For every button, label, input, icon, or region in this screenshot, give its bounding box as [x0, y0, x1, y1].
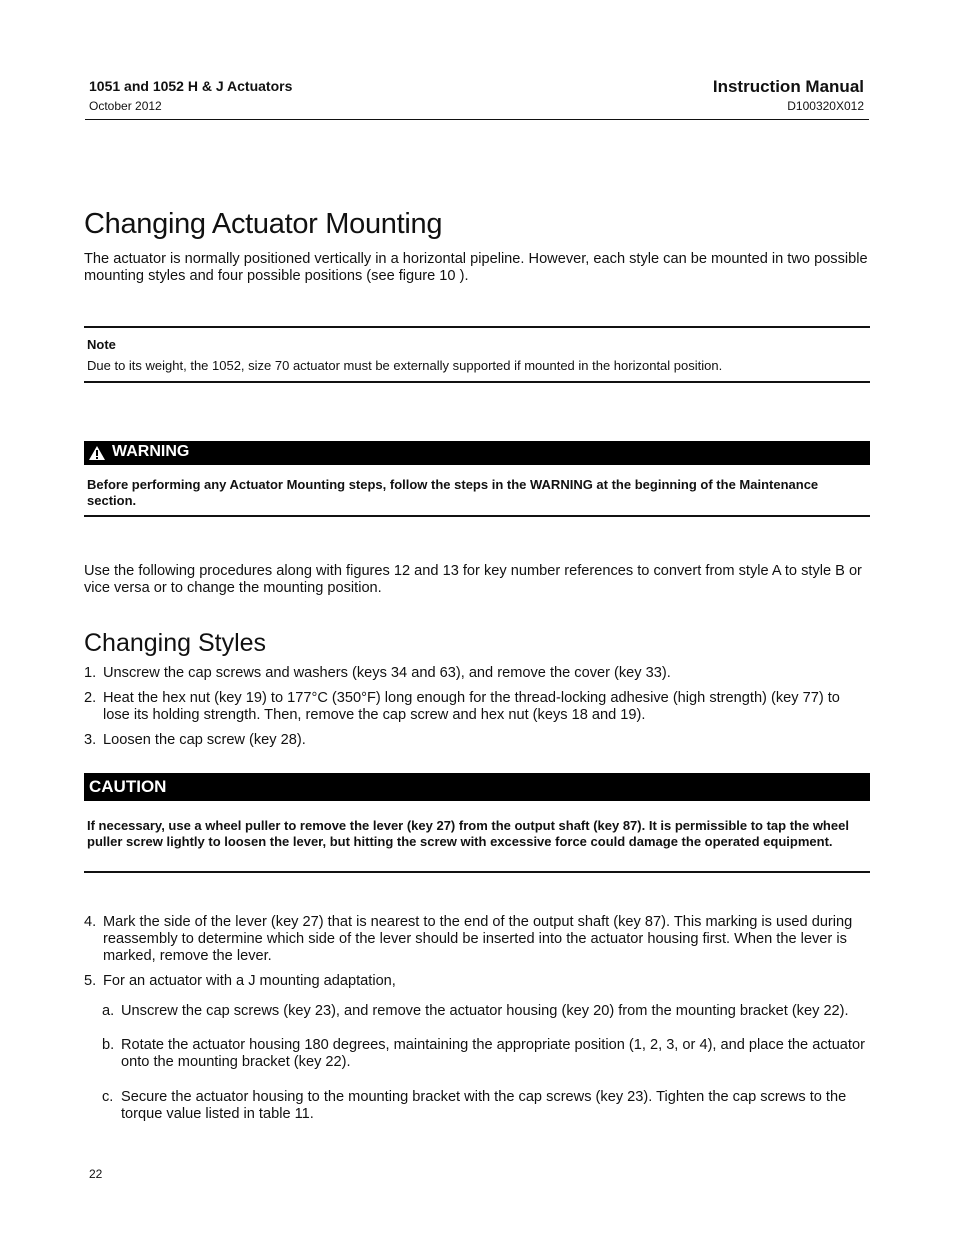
substep-letter: c.	[102, 1089, 114, 1105]
step-text: Loosen the cap screw (key 28).	[103, 732, 306, 748]
warning-label: WARNING	[112, 443, 190, 460]
warning-text: Before performing any Actuator Mounting steps, follow the steps in the WARNING at the beginning of the Maintenance section.	[87, 477, 819, 508]
substep-text: Secure the actuator housing to the mounting bracket with the cap screws (key 23). Tighten the cap screws to the torque value listed in table 11.	[121, 1089, 847, 1122]
substep-text: Rotate the actuator housing 180 degrees, maintaining the appropriate position (1, 2, 3, or 4), and place the actuator onto the mounting bracket (key 22).	[121, 1037, 865, 1070]
caution-message-box	[84, 801, 870, 873]
step-number: 3.	[84, 732, 97, 748]
header-date: October 2012	[89, 99, 162, 113]
substep-letter: a.	[102, 1003, 115, 1019]
step-number: 2.	[84, 690, 97, 706]
warning-banner	[84, 441, 870, 465]
header-doc-number: D100320X012	[787, 99, 864, 113]
note-text: Due to its weight, the 1052, size 70 actuator must be externally supported if mounted in the horizontal position.	[87, 358, 723, 373]
step-number: 4.	[84, 914, 97, 930]
page-number: 22	[89, 1167, 103, 1181]
warning-triangle-icon	[88, 445, 106, 461]
step-text: For an actuator with a J mounting adaptation,	[103, 973, 396, 989]
note-box	[84, 326, 870, 383]
step-text: Heat the hex nut (key 19) to 177°C (350°F) long enough for the thread-locking adhesive (high strength) (key 77) to lose its holding strength. Then, remove the cap screw and hex nut (keys 18 and 19).	[103, 690, 840, 723]
step-text: Unscrew the cap screws and washers (keys 34 and 63), and remove the cover (key 33).	[103, 665, 671, 681]
step-number: 1.	[84, 665, 97, 681]
step-number: 5.	[84, 973, 97, 989]
procedure-intro: Use the following procedures along with figures 12 and 13 for key number references to convert from style A to style B or vice versa or to change the mounting position.	[84, 563, 862, 596]
caution-text: If necessary, use a wheel puller to remove the lever (key 27) from the output shaft (key 87). It is permissible to tap the wheel puller screw lightly to loosen the lever, but hitting the screw with excessive force could damage the operated equipment.	[87, 818, 849, 849]
header-manual-title: Instruction Manual	[712, 77, 864, 96]
warning-message-box	[84, 465, 870, 517]
header-divider	[85, 119, 869, 120]
subsection-title: Changing Styles	[84, 629, 267, 657]
header-product-title: 1051 and 1052 H & J Actuators	[89, 78, 293, 94]
caution-label: CAUTION	[89, 777, 167, 796]
step-text: Mark the side of the lever (key 27) that is nearest to the end of the output shaft (key 87). This marking is used during reassembly to determine which side of the lever should be inserted into the actuator housing first. When the lever is marked, remove the lever.	[103, 914, 853, 964]
intro-paragraph: The actuator is normally positioned vertically in a horizontal pipeline. However, each style can be mounted in two possible mounting styles and four possible positions (see figure 10 ).	[84, 251, 868, 284]
substep-letter: b.	[102, 1037, 115, 1053]
caution-banner	[84, 773, 870, 801]
note-title: Note	[87, 337, 116, 352]
section-title: Changing Actuator Mounting	[84, 208, 443, 240]
substep-text: Unscrew the cap screws (key 23), and remove the actuator housing (key 20) from the mounting bracket (key 22).	[121, 1003, 849, 1019]
